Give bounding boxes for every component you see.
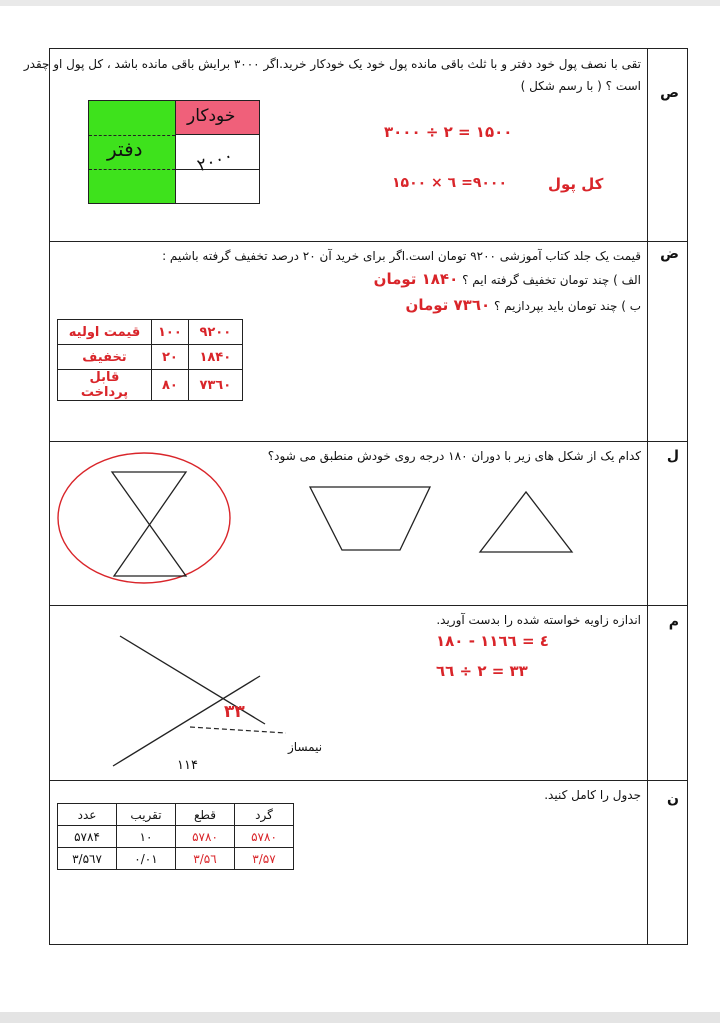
question-text: اندازه زاویه خواسته شده را بدست آورید. — [436, 613, 641, 627]
question-row-sad — [23, 49, 687, 242]
table-row — [58, 848, 294, 870]
given-angle: ۱۱۴ — [177, 758, 198, 773]
question-letter: ل — [666, 448, 679, 464]
angle-drawing — [50, 606, 647, 781]
letter-cell — [647, 781, 687, 944]
notebook-label: دفتر — [107, 137, 143, 161]
table-row — [58, 826, 294, 848]
question-letter: ن — [667, 791, 679, 807]
calculation-1: ۳۰۰۰ ÷ ۲ = ۱۵۰۰ — [384, 123, 513, 141]
header-cell: قطع — [176, 804, 235, 826]
letter-cell — [647, 606, 687, 780]
triangle-shape — [480, 492, 572, 552]
calculation-2: ٦٦ ÷ ۲ = ۳۳ — [436, 662, 528, 680]
table-row — [58, 320, 243, 345]
table-cell: ۰/۰۱ — [117, 848, 176, 870]
question-letter: ص — [660, 85, 679, 101]
total-money-label: کل پول — [548, 175, 604, 193]
question-row-lam — [50, 442, 687, 606]
table-cell: ۹۲۰۰ — [188, 320, 242, 345]
table-cell: ۱۸۴۰ — [188, 345, 242, 370]
fraction-diagram — [88, 100, 260, 204]
table-row — [58, 345, 243, 370]
answer-b: ۷۳٦۰ تومان — [405, 296, 491, 314]
header-cell: تقریب — [117, 804, 176, 826]
table-cell: ۵۷۸۰ — [235, 826, 294, 848]
table-header-row — [58, 804, 294, 826]
bisector-label: نیمساز — [288, 740, 323, 754]
table-cell: ۲۰ — [152, 345, 189, 370]
top-edge — [0, 0, 720, 6]
discount-table — [57, 319, 243, 401]
question-row-mim — [50, 606, 687, 781]
question-part-a — [374, 268, 641, 291]
letter-cell — [647, 49, 687, 241]
table-cell: ۳/۵۷ — [235, 848, 294, 870]
hourglass-shape — [112, 472, 186, 576]
question-text-line2: است ؟ ( با رسم شکل ) — [520, 79, 641, 93]
calculation-1: ۱۸۰ - ۱۱٤ = ٦٦ — [436, 632, 549, 650]
table-cell: ۳/۵٦ — [176, 848, 235, 870]
letter-cell — [647, 242, 687, 441]
worksheet-table — [23, 48, 688, 945]
part-a-text: الف ) چند تومان تخفیف گرفته ایم ؟ — [462, 273, 641, 287]
letter-cell — [647, 442, 687, 605]
rounding-table — [57, 803, 294, 870]
bottom-edge — [0, 1012, 720, 1023]
header-cell: عدد — [58, 804, 117, 826]
table-cell: قیمت اولیه — [58, 320, 152, 345]
question-letter: م — [668, 614, 679, 630]
question-letter: ض — [660, 246, 679, 262]
question-text: کدام یک از شکل های زیر با دوران ۱۸۰ درجه روی خودش منطبق می شود؟ — [267, 449, 641, 463]
handwritten-value: ۲۰۰۰ — [194, 145, 236, 177]
table-cell: ۵۷۸۴ — [58, 826, 117, 848]
table-cell: ۷۳٦۰ — [188, 370, 242, 401]
bisector-line — [190, 727, 286, 733]
table-cell: قابل پرداخت — [58, 370, 152, 401]
shapes-drawing — [50, 442, 647, 606]
question-text-line1: تقی با نصف پول خود دفتر و با ثلث باقی مانده پول خود یک خودکار خرید.اگر ۳۰۰۰ برایش باقی مانده باشد ، کل پول او چقدر — [23, 57, 641, 71]
answer-a: ۱۸۴۰ تومان — [373, 270, 459, 288]
table-cell: ۳/۵٦۷ — [58, 848, 117, 870]
part-b-text: ب ) چند تومان باید بپردازیم ؟ — [493, 299, 641, 313]
question-part-b — [406, 294, 641, 317]
calculation-2: ۱۵۰۰ × ٦ =۹۰۰۰ — [392, 175, 508, 191]
table-cell: ۱۰۰ — [152, 320, 189, 345]
table-cell: تخفیف — [58, 345, 152, 370]
table-row — [58, 370, 243, 401]
angle-answer: ۳۳ — [224, 702, 245, 722]
table-cell: ۵۷۸۰ — [176, 826, 235, 848]
question-text: قیمت یک جلد کتاب آموزشی ۹۲۰۰ تومان است.اگر برای خرید آن ۲۰ درصد تخفیف گرفته باشیم : — [162, 249, 641, 263]
table-cell: ۱۰ — [117, 826, 176, 848]
table-cell: ۸۰ — [152, 370, 189, 401]
pen-label: خودکار — [187, 106, 236, 126]
header-cell: گرد — [235, 804, 294, 826]
trapezoid-shape — [310, 487, 430, 550]
question-text: جدول را کامل کنید. — [544, 788, 641, 802]
